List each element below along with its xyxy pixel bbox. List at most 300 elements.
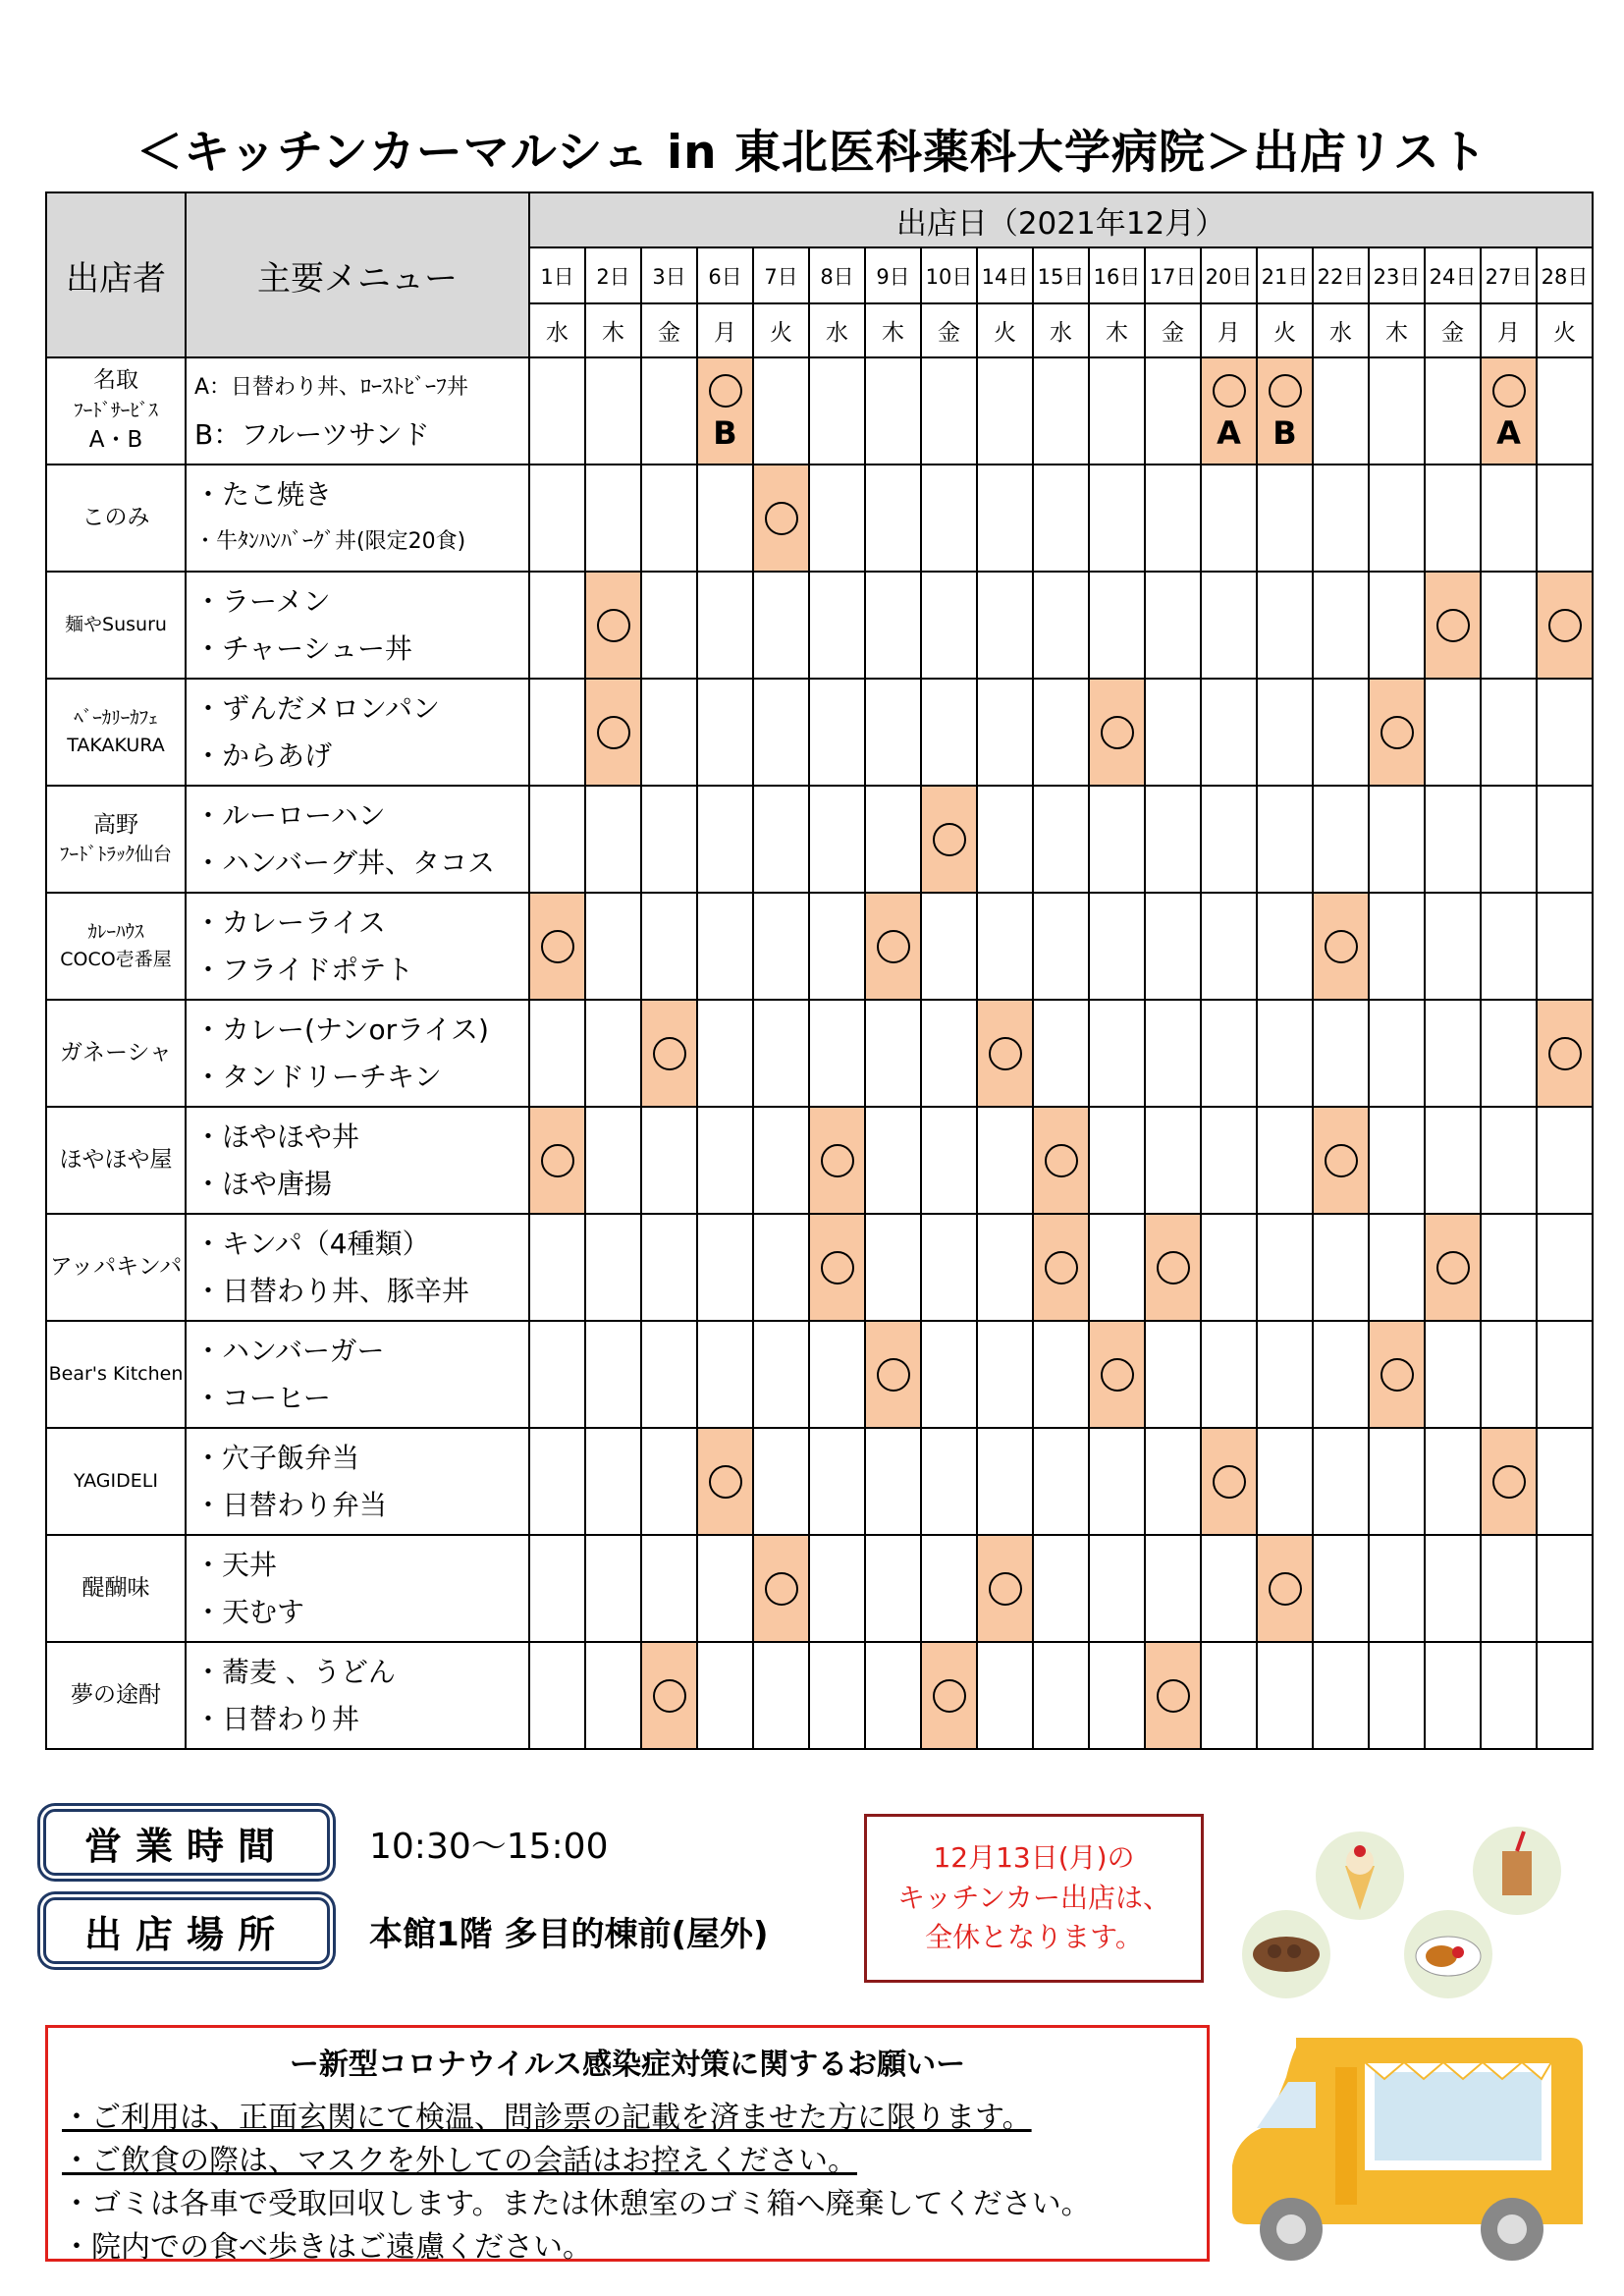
- empty-day-cell: [1369, 572, 1425, 679]
- empty-day-cell: [1145, 1535, 1201, 1642]
- circle-mark-icon: [989, 1037, 1022, 1070]
- menu-item: ・ラーメン: [194, 584, 331, 618]
- empty-day-cell: [1537, 679, 1593, 786]
- circle-mark-icon: [1213, 1465, 1246, 1499]
- empty-day-cell: [697, 893, 753, 1000]
- empty-day-cell: [1481, 1107, 1537, 1214]
- empty-day-cell: [585, 1428, 641, 1535]
- day-number: 17日: [1145, 247, 1201, 303]
- empty-day-cell: [697, 1000, 753, 1107]
- empty-day-cell: [753, 1214, 809, 1321]
- vendor-row: [46, 786, 1593, 893]
- empty-day-cell: [809, 893, 865, 1000]
- empty-day-cell: [809, 1321, 865, 1428]
- empty-day-cell: [1201, 893, 1257, 1000]
- empty-day-cell: [697, 1535, 753, 1642]
- vendor-row: [46, 1000, 1593, 1107]
- empty-day-cell: [1201, 465, 1257, 572]
- menu-item: A：日替わり丼、ﾛｰｽﾄﾋﾞｰﾌ丼: [194, 374, 469, 400]
- empty-day-cell: [1369, 1000, 1425, 1107]
- vendor-name-line: このみ: [81, 504, 150, 530]
- covid-item: [62, 2140, 1207, 2183]
- ice-cream-icon: [1316, 1831, 1404, 1920]
- empty-day-cell: [1257, 1428, 1313, 1535]
- open-day-cell: [1425, 1214, 1481, 1321]
- menu-item: ・タンドリーチキン: [194, 1060, 442, 1093]
- vendor-row: [46, 572, 1593, 679]
- empty-day-cell: [585, 465, 641, 572]
- vendor-name: [46, 1428, 186, 1535]
- empty-day-cell: [1089, 357, 1145, 465]
- open-day-cell: [641, 1642, 697, 1749]
- circle-mark-icon: [877, 930, 910, 963]
- empty-day-cell: [1425, 1321, 1481, 1428]
- empty-day-cell: [921, 679, 977, 786]
- circle-mark-icon: [1548, 1037, 1582, 1070]
- vendor-name-line: ｶﾚｰﾊｳｽ: [87, 920, 144, 943]
- covid-item-text: ・ご飲食の際は、マスクを外しての会話はお控えください。: [62, 2144, 857, 2178]
- open-day-cell: [753, 1535, 809, 1642]
- open-day-cell: [1145, 1214, 1201, 1321]
- empty-day-cell: [641, 1428, 697, 1535]
- empty-day-cell: [1145, 572, 1201, 679]
- empty-day-cell: [1201, 1642, 1257, 1749]
- empty-day-cell: [1033, 1000, 1089, 1107]
- empty-day-cell: [697, 1642, 753, 1749]
- empty-day-cell: [977, 786, 1033, 893]
- empty-day-cell: [1201, 1214, 1257, 1321]
- empty-day-cell: [1481, 1214, 1537, 1321]
- hours-value: 10:30〜15:00: [369, 1827, 609, 1867]
- empty-day-cell: [1369, 893, 1425, 1000]
- circle-mark-icon: [1045, 1144, 1078, 1177]
- circle-mark-icon: [1157, 1679, 1190, 1713]
- day-number: 2日: [585, 247, 641, 303]
- empty-day-cell: [977, 357, 1033, 465]
- empty-day-cell: [1201, 786, 1257, 893]
- empty-day-cell: [697, 1107, 753, 1214]
- vendor-name-line: COCO壱番屋: [60, 948, 172, 970]
- empty-day-cell: [977, 1321, 1033, 1428]
- vendor-row: [46, 1535, 1593, 1642]
- circle-mark-icon: [765, 1572, 798, 1606]
- day-of-week: 月: [1481, 303, 1537, 357]
- open-day-cell: [809, 1107, 865, 1214]
- empty-day-cell: [641, 465, 697, 572]
- covid-item: [62, 2183, 1207, 2226]
- notice-line: キッチンカー出店は、: [896, 1881, 1171, 1914]
- circle-mark-icon: [933, 823, 966, 856]
- empty-day-cell: [1537, 1535, 1593, 1642]
- covid-item-text: ・ご利用は、正面玄関にて検温、問診票の記載を済ませた方に限ります。: [62, 2101, 1032, 2135]
- menu-item: ・穴子飯弁当: [194, 1441, 360, 1474]
- empty-day-cell: [1089, 1000, 1145, 1107]
- empty-day-cell: [809, 1428, 865, 1535]
- header-menu: 主要メニュー: [186, 192, 529, 357]
- day-of-week: 月: [1201, 303, 1257, 357]
- empty-day-cell: [1033, 893, 1089, 1000]
- vendor-menu: [186, 1107, 529, 1214]
- empty-day-cell: [753, 357, 809, 465]
- empty-day-cell: [1425, 465, 1481, 572]
- day-of-week: 木: [1369, 303, 1425, 357]
- vendor-name: [46, 1214, 186, 1321]
- empty-day-cell: [977, 679, 1033, 786]
- empty-day-cell: [1145, 679, 1201, 786]
- open-day-cell: [1089, 679, 1145, 786]
- vendor-name-line: TAKAKURA: [67, 734, 165, 756]
- empty-day-cell: [1537, 893, 1593, 1000]
- empty-day-cell: [1369, 1428, 1425, 1535]
- empty-day-cell: [977, 1214, 1033, 1321]
- empty-day-cell: [585, 1535, 641, 1642]
- empty-day-cell: [1201, 1535, 1257, 1642]
- empty-day-cell: [1257, 572, 1313, 679]
- vendor-menu: [186, 1535, 529, 1642]
- empty-day-cell: [585, 786, 641, 893]
- empty-day-cell: [1313, 1642, 1369, 1749]
- vendor-menu: [186, 465, 529, 572]
- covid-item-text: ・ゴミは各車で受取回収します。または休憩室のゴミ箱へ廃棄してください。: [62, 2187, 1091, 2221]
- open-day-cell: [1369, 1321, 1425, 1428]
- covid-item: [62, 2097, 1207, 2140]
- circle-mark-icon: [765, 502, 798, 535]
- empty-day-cell: [1089, 1107, 1145, 1214]
- empty-day-cell: [529, 1428, 585, 1535]
- empty-day-cell: [1257, 679, 1313, 786]
- menu-item: ・牛ﾀﾝﾊﾝﾊﾞｰｸﾞ丼(限定20食): [194, 528, 466, 554]
- empty-day-cell: [1537, 1321, 1593, 1428]
- empty-day-cell: [1201, 679, 1257, 786]
- day-number: 15日: [1033, 247, 1089, 303]
- empty-day-cell: [1481, 1321, 1537, 1428]
- empty-day-cell: [753, 679, 809, 786]
- open-day-cell: [1425, 572, 1481, 679]
- empty-day-cell: [1369, 1107, 1425, 1214]
- empty-day-cell: [809, 786, 865, 893]
- takoyaki-icon: [1242, 1910, 1330, 1998]
- empty-day-cell: [1033, 1535, 1089, 1642]
- empty-day-cell: [697, 572, 753, 679]
- circle-mark-icon: [1492, 374, 1526, 408]
- empty-day-cell: [1425, 357, 1481, 465]
- circle-mark-icon: [1325, 930, 1358, 963]
- day-number: 3日: [641, 247, 697, 303]
- circle-mark-icon: [1325, 1144, 1358, 1177]
- empty-day-cell: [1313, 679, 1369, 786]
- menu-item: ・ずんだメロンパン: [194, 691, 441, 725]
- empty-day-cell: [1537, 1214, 1593, 1321]
- empty-day-cell: [1313, 1321, 1369, 1428]
- vendor-row: [46, 465, 1593, 572]
- vendor-name: [46, 786, 186, 893]
- empty-day-cell: [1369, 1642, 1425, 1749]
- circle-mark-icon: [1492, 1465, 1526, 1499]
- open-day-cell: [1313, 1107, 1369, 1214]
- empty-day-cell: [809, 465, 865, 572]
- day-number: 9日: [865, 247, 921, 303]
- vendor-menu: [186, 572, 529, 679]
- empty-day-cell: [697, 1214, 753, 1321]
- menu-item: ・たこ焼き: [194, 477, 333, 511]
- menu-item: ・コーヒー: [194, 1381, 331, 1414]
- empty-day-cell: [641, 1321, 697, 1428]
- empty-day-cell: [1313, 1428, 1369, 1535]
- vendor-name-line: A・B: [88, 427, 143, 454]
- open-day-cell: [865, 1321, 921, 1428]
- empty-day-cell: [585, 1321, 641, 1428]
- open-day-cell: [1257, 357, 1313, 465]
- empty-day-cell: [1481, 786, 1537, 893]
- empty-day-cell: [529, 1535, 585, 1642]
- day-of-week: 火: [753, 303, 809, 357]
- empty-day-cell: [809, 572, 865, 679]
- circle-mark-icon: [1045, 1251, 1078, 1285]
- empty-day-cell: [865, 679, 921, 786]
- vendor-menu: [186, 1642, 529, 1749]
- empty-day-cell: [921, 1535, 977, 1642]
- empty-day-cell: [1145, 1321, 1201, 1428]
- empty-day-cell: [921, 465, 977, 572]
- empty-day-cell: [529, 1214, 585, 1321]
- circle-mark-icon: [821, 1251, 854, 1285]
- empty-day-cell: [1257, 1321, 1313, 1428]
- vendor-row: [46, 1321, 1593, 1428]
- vendor-menu: [186, 786, 529, 893]
- empty-day-cell: [585, 1642, 641, 1749]
- open-day-cell: [529, 893, 585, 1000]
- empty-day-cell: [977, 465, 1033, 572]
- day-number: 10日: [921, 247, 977, 303]
- day-number: 21日: [1257, 247, 1313, 303]
- day-of-week: 木: [1089, 303, 1145, 357]
- empty-day-cell: [1257, 1000, 1313, 1107]
- vendor-name-line: ﾌｰﾄﾞｻｰﾋﾞｽ: [74, 399, 158, 421]
- empty-day-cell: [1369, 1214, 1425, 1321]
- open-day-cell: [1033, 1214, 1089, 1321]
- vendor-name: [46, 1000, 186, 1107]
- empty-day-cell: [585, 893, 641, 1000]
- empty-day-cell: [1145, 893, 1201, 1000]
- empty-day-cell: [1201, 1000, 1257, 1107]
- circle-mark-icon: [653, 1679, 686, 1713]
- empty-day-cell: [1089, 1642, 1145, 1749]
- menu-item: ・天丼: [194, 1548, 278, 1581]
- empty-day-cell: [1425, 893, 1481, 1000]
- empty-day-cell: [753, 1428, 809, 1535]
- empty-day-cell: [1369, 786, 1425, 893]
- open-day-cell: [641, 1000, 697, 1107]
- place-value: 本館1階 多目的棟前(屋外): [369, 1915, 769, 1954]
- empty-day-cell: [697, 786, 753, 893]
- vendor-name-line: ほやほや屋: [59, 1146, 173, 1173]
- vendor-menu: [186, 1321, 529, 1428]
- empty-day-cell: [753, 786, 809, 893]
- circle-mark-icon: [1380, 716, 1414, 749]
- empty-day-cell: [1425, 1428, 1481, 1535]
- day-number: 23日: [1369, 247, 1425, 303]
- menu-item: ・ルーローハン: [194, 798, 386, 832]
- menu-item: ・ほや唐揚: [194, 1167, 333, 1200]
- empty-day-cell: [1481, 679, 1537, 786]
- empty-day-cell: [585, 1000, 641, 1107]
- empty-day-cell: [1201, 1321, 1257, 1428]
- empty-day-cell: [809, 1642, 865, 1749]
- empty-day-cell: [753, 1642, 809, 1749]
- empty-day-cell: [529, 465, 585, 572]
- empty-day-cell: [641, 572, 697, 679]
- empty-day-cell: [1145, 357, 1201, 465]
- menu-item: ・チャーシュー丼: [194, 631, 413, 665]
- empty-day-cell: [1145, 786, 1201, 893]
- empty-day-cell: [921, 1214, 977, 1321]
- vendor-name-line: 高野: [93, 812, 138, 839]
- empty-day-cell: [1145, 1000, 1201, 1107]
- empty-day-cell: [641, 786, 697, 893]
- empty-day-cell: [641, 357, 697, 465]
- empty-day-cell: [1313, 572, 1369, 679]
- empty-day-cell: [1089, 893, 1145, 1000]
- empty-day-cell: [529, 357, 585, 465]
- circle-mark-icon: [877, 1358, 910, 1392]
- empty-day-cell: [865, 572, 921, 679]
- empty-day-cell: [1145, 1107, 1201, 1214]
- vendor-name-line: 醍醐味: [81, 1574, 150, 1601]
- open-day-cell: [585, 572, 641, 679]
- empty-day-cell: [865, 786, 921, 893]
- covid-item: [62, 2226, 1207, 2269]
- open-day-cell: [1201, 1428, 1257, 1535]
- empty-day-cell: [865, 465, 921, 572]
- empty-day-cell: [529, 1321, 585, 1428]
- empty-day-cell: [1369, 465, 1425, 572]
- empty-day-cell: [641, 1214, 697, 1321]
- circle-mark-icon: [1101, 1358, 1134, 1392]
- day-number: 7日: [753, 247, 809, 303]
- day-number: 20日: [1201, 247, 1257, 303]
- day-of-week: 火: [977, 303, 1033, 357]
- empty-day-cell: [921, 1107, 977, 1214]
- menu-item: ・キンパ（4種類）: [194, 1227, 430, 1260]
- empty-day-cell: [809, 1000, 865, 1107]
- empty-day-cell: [977, 1642, 1033, 1749]
- empty-day-cell: [865, 1000, 921, 1107]
- open-day-cell: [1481, 357, 1537, 465]
- open-day-cell: [1537, 1000, 1593, 1107]
- open-day-cell: [1033, 1107, 1089, 1214]
- empty-day-cell: [921, 1321, 977, 1428]
- menu-item: ・ハンバーグ丼、タコス: [194, 846, 496, 879]
- menu-item: ・カレーライス: [194, 905, 386, 939]
- vendor-row: [46, 1214, 1593, 1321]
- empty-day-cell: [1313, 465, 1369, 572]
- empty-day-cell: [1313, 1214, 1369, 1321]
- empty-day-cell: [865, 1642, 921, 1749]
- circle-mark-icon: [597, 716, 630, 749]
- empty-day-cell: [753, 893, 809, 1000]
- open-day-cell: [1089, 1321, 1145, 1428]
- circle-mark-icon: [1213, 374, 1246, 408]
- empty-day-cell: [809, 1535, 865, 1642]
- empty-day-cell: [1481, 1000, 1537, 1107]
- empty-day-cell: [921, 1000, 977, 1107]
- kitchen-car-illustration: [1218, 2018, 1610, 2283]
- variant-letter: A: [1496, 413, 1521, 452]
- empty-day-cell: [865, 1214, 921, 1321]
- circle-mark-icon: [653, 1037, 686, 1070]
- empty-day-cell: [1481, 893, 1537, 1000]
- empty-day-cell: [1313, 357, 1369, 465]
- empty-day-cell: [1369, 1535, 1425, 1642]
- empty-day-cell: [977, 572, 1033, 679]
- covid-list: [62, 2097, 1207, 2269]
- vendor-name: [46, 1321, 186, 1428]
- empty-day-cell: [865, 1107, 921, 1214]
- empty-day-cell: [1425, 786, 1481, 893]
- open-day-cell: [865, 893, 921, 1000]
- empty-day-cell: [753, 1321, 809, 1428]
- empty-day-cell: [1145, 1428, 1201, 1535]
- drink-icon: [1473, 1827, 1561, 1915]
- vendor-name: [46, 1535, 186, 1642]
- empty-day-cell: [697, 679, 753, 786]
- empty-day-cell: [1425, 1107, 1481, 1214]
- circle-mark-icon: [1548, 609, 1582, 642]
- circle-mark-icon: [541, 1144, 574, 1177]
- day-of-week: 金: [1425, 303, 1481, 357]
- day-of-week: 月: [697, 303, 753, 357]
- empty-day-cell: [809, 357, 865, 465]
- circle-mark-icon: [821, 1144, 854, 1177]
- open-day-cell: [977, 1000, 1033, 1107]
- empty-day-cell: [1537, 357, 1593, 465]
- circle-mark-icon: [1436, 609, 1470, 642]
- open-day-cell: [697, 357, 753, 465]
- empty-day-cell: [865, 1535, 921, 1642]
- vendor-menu: [186, 893, 529, 1000]
- day-of-week: 木: [865, 303, 921, 357]
- vendor-row: [46, 679, 1593, 786]
- closure-notice: [864, 1814, 1204, 1983]
- day-number: 14日: [977, 247, 1033, 303]
- empty-day-cell: [1481, 572, 1537, 679]
- truck-icon: [1232, 2038, 1583, 2261]
- open-day-cell: [1481, 1428, 1537, 1535]
- empty-day-cell: [1257, 465, 1313, 572]
- day-of-week: 金: [1145, 303, 1201, 357]
- empty-day-cell: [1089, 1535, 1145, 1642]
- vendor-menu: [186, 1000, 529, 1107]
- menu-item: ・蕎麦 、うどん: [194, 1655, 396, 1688]
- menu-item: ・フライドポテト: [194, 953, 414, 986]
- notice-line: 全休となります。: [925, 1921, 1143, 1954]
- open-day-cell: [753, 465, 809, 572]
- vendor-row: [46, 357, 1593, 465]
- empty-day-cell: [1089, 786, 1145, 893]
- empty-day-cell: [753, 1000, 809, 1107]
- day-number: 8日: [809, 247, 865, 303]
- day-of-week: 火: [1257, 303, 1313, 357]
- day-of-week: 金: [641, 303, 697, 357]
- open-day-cell: [585, 679, 641, 786]
- header-vendor: 出店者: [46, 192, 186, 357]
- empty-day-cell: [529, 1000, 585, 1107]
- empty-day-cell: [921, 357, 977, 465]
- day-number: 1日: [529, 247, 585, 303]
- empty-day-cell: [1537, 786, 1593, 893]
- empty-day-cell: [585, 1107, 641, 1214]
- vendor-name: [46, 357, 186, 465]
